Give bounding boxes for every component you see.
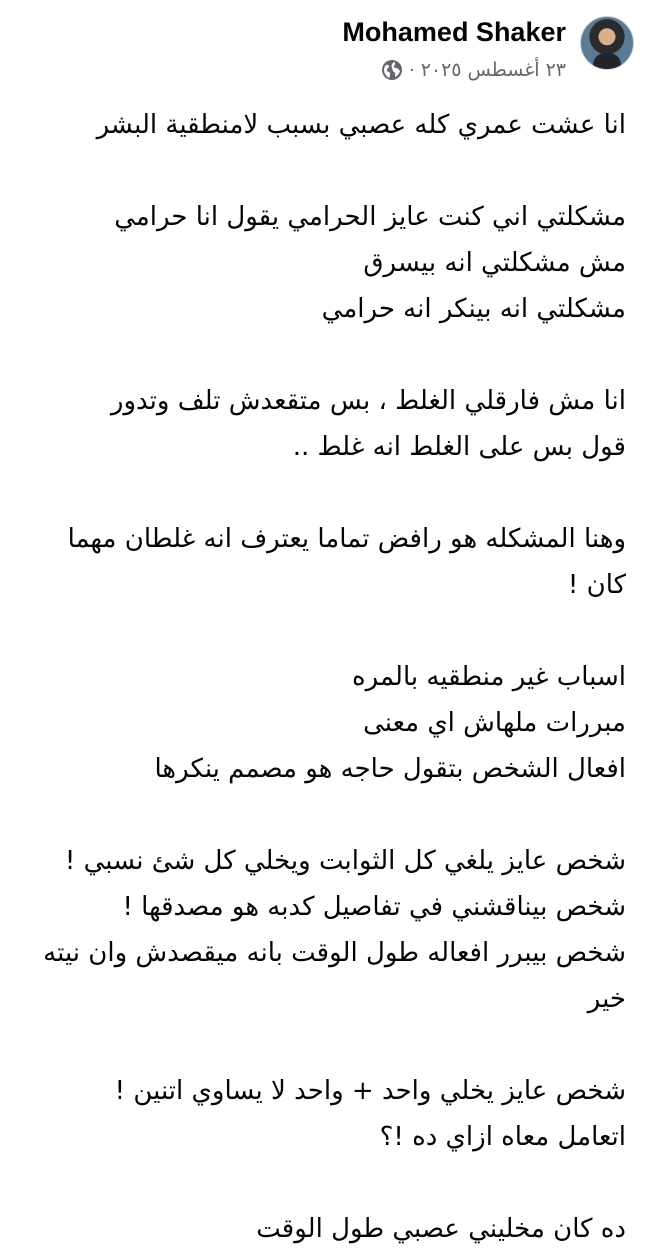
paragraph-spacer [14, 608, 626, 654]
post-body [14, 102, 626, 1252]
post-paragraph [14, 516, 626, 608]
globe-icon[interactable] [381, 59, 403, 81]
post-text-line: قول بس على الغلط انه غلط .. [292, 432, 626, 462]
post-paragraph [14, 1068, 626, 1160]
post-paragraph [14, 1206, 626, 1252]
post-text-line: شخص بيناقشني في تفاصيل كدبه هو مصدقها ! [122, 892, 626, 922]
meta-separator: · [408, 59, 415, 81]
post-text-line: ده كان مخليني عصبي طول الوقت [256, 1214, 626, 1244]
post-paragraph [14, 654, 626, 792]
post-text-line: خير [587, 984, 626, 1014]
post-text-line: شخص عايز يخلي واحد + واحد لا يساوي اتنين ! [114, 1076, 626, 1106]
post-date[interactable]: ٢٣ أغسطس ٢٠٢٥ [420, 59, 566, 81]
paragraph-spacer [14, 1160, 626, 1206]
post-paragraph [14, 378, 626, 470]
paragraph-spacer [14, 332, 626, 378]
post-paragraph [14, 194, 626, 332]
post-paragraph [14, 102, 626, 148]
paragraph-spacer [14, 1022, 626, 1068]
post-text-line: مش مشكلتي انه بيسرق [363, 248, 626, 278]
post-text-line: شخص بيبرر افعاله طول الوقت بانه ميقصدش وان نيته [43, 938, 626, 968]
post-text-line: اسباب غير منطقيه بالمره [352, 662, 626, 692]
post-header [14, 12, 634, 81]
avatar-figure [593, 53, 621, 70]
post-meta [381, 58, 566, 82]
post-text-line: مبررات ملهاش اي معنى [363, 708, 626, 738]
post-text-line: مشكلتي اني كنت عايز الحرامي يقول انا حرامي [114, 202, 626, 232]
post-text-line: انا عشت عمري كله عصبي بسبب لامنطقية البشر [96, 110, 626, 140]
author-name[interactable]: Mohamed Shaker [342, 17, 566, 47]
post-text-line: وهنا المشكله هو رافض تماما يعترف انه غلطان مهما [67, 524, 626, 554]
paragraph-spacer [14, 470, 626, 516]
post-text-line: مشكلتي انه بينكر انه حرامي [321, 294, 626, 324]
post-text-line: كان ! [567, 570, 626, 600]
paragraph-spacer [14, 792, 626, 838]
author-avatar[interactable] [580, 16, 634, 70]
post-paragraph [14, 838, 626, 1022]
paragraph-spacer [14, 148, 626, 194]
post-text-line: افعال الشخص بتقول حاجه هو مصمم ينكرها [154, 754, 626, 784]
post-text-line: شخص عايز يلغي كل الثوابت ويخلي كل شئ نسبي ! [64, 846, 626, 876]
post-text-line: انا مش فارقلي الغلط ، بس متقعدش تلف وتدور [110, 386, 626, 416]
post-text-line: اتعامل معاه ازاي ده !؟ [379, 1122, 626, 1152]
